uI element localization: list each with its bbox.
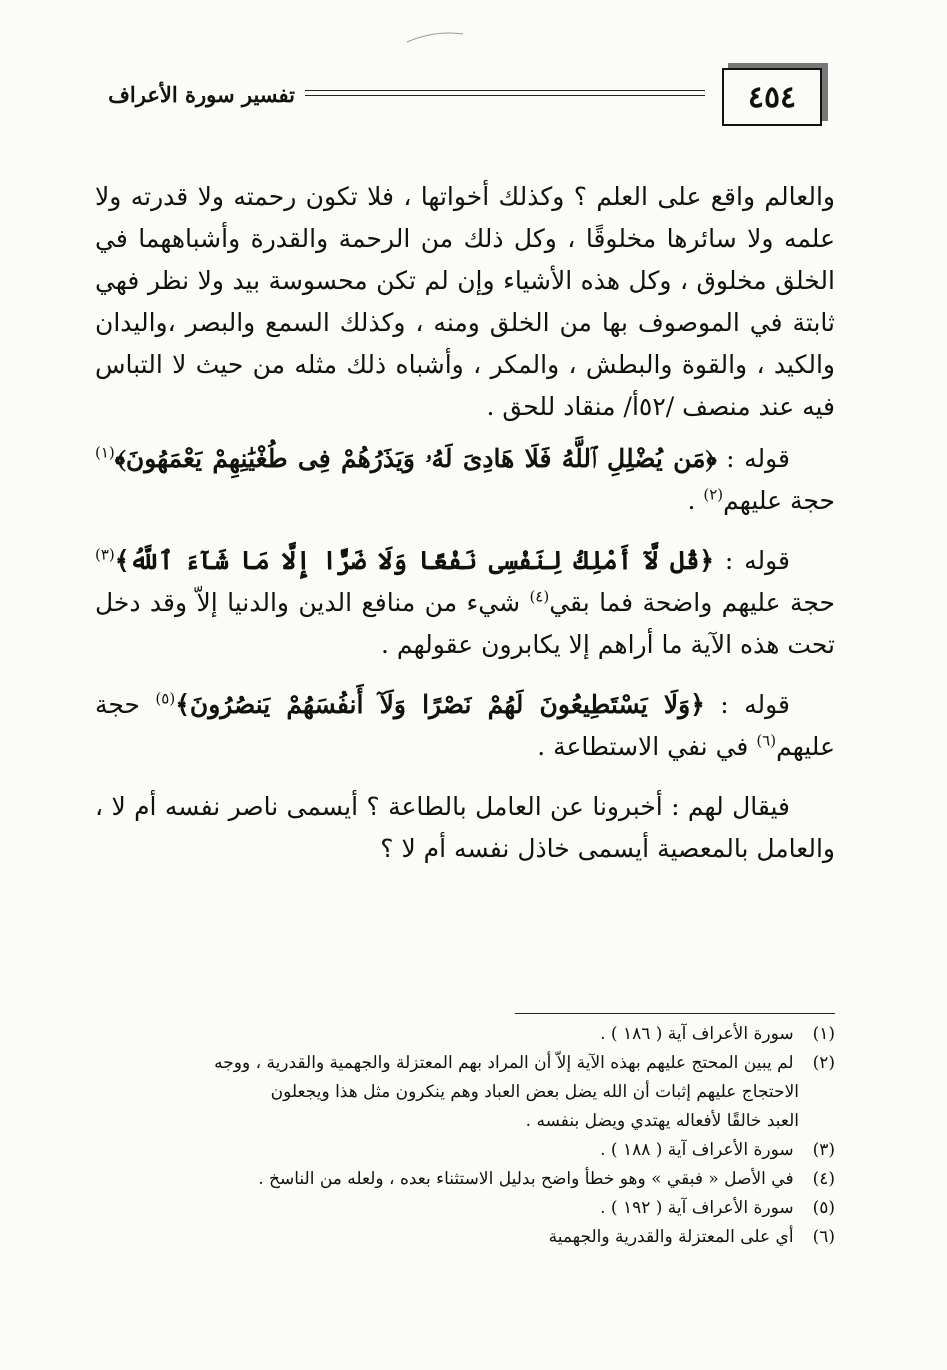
- footnote-ref: (٢): [703, 485, 724, 504]
- main-text: [95, 176, 835, 888]
- paragraph-text: .: [687, 486, 704, 515]
- footnote-number: (٢): [812, 1053, 835, 1073]
- footnote-ref: (٤): [529, 587, 550, 606]
- footnote-ref: (٥): [155, 689, 176, 708]
- footnotes: [95, 1020, 835, 1252]
- footnote: [95, 1194, 835, 1223]
- lead-label: قوله :: [716, 444, 791, 473]
- lead-label: قوله :: [714, 546, 790, 575]
- footnote: [95, 1020, 835, 1049]
- paragraph-1: والعالم واقع على العلم ؟ وكذلك أخواتها ، فلا تكون رحمته ولا قدرته ولا علمه ولا سائرها مخلوقًا ، وكل ذلك من الرحمة والقدرة وأشباههما في الخلق مخلوق ، وكل هذه الأشياء وإن لم تكن محسوسة بيد ولا نظر فهي ثابتة في الموصوف بها من الخلق ومنه ، وكذلك السمع والبصر ،واليدان والكيد ، والقوة والبطش ، والمكر ، وأشباه ذلك مثله من حيث لا التباس فيه عند منصف /٥٢أ/ منقاد للحق .: [95, 182, 835, 421]
- footnote: [95, 1136, 835, 1165]
- paragraph-text: في نفي الاستطاعة .: [537, 732, 757, 761]
- paragraph-5: فيقال لهم : أخبرونا عن العامل بالطاعة ؟ أيسمى ناصر نفسه أم لا ، والعامل بالمعصية أيسمى خاذل نفسه أم لا ؟: [95, 792, 835, 863]
- footnote: [95, 1049, 835, 1078]
- footnote-text: سورة الأعراف آية ( ١٩٢ ) .: [600, 1198, 794, 1218]
- footnote-continuation: العبد خالقًا لأفعاله يهتدي ويضل بنفسه .: [525, 1111, 799, 1131]
- page-number: ٤٥٤: [722, 68, 822, 126]
- running-title: تفسير سورة الأعراف: [108, 82, 295, 107]
- paragraph-text: حجة عليهم: [723, 486, 835, 515]
- footnote-text: أي على المعتزلة والقدرية والجهمية: [548, 1227, 794, 1247]
- footnote-divider: [515, 1013, 835, 1014]
- footnote-text: في الأصل « فبقي » وهو خطأ واضح بدليل الاستثناء بعده ، ولعله من الناسخ .: [258, 1169, 794, 1189]
- footnote-ref: (٦): [756, 731, 777, 750]
- top-smudge-mark: [405, 30, 465, 44]
- footnote-number: (٤): [812, 1169, 835, 1189]
- footnote-number: (٣): [812, 1140, 835, 1160]
- paragraph-text: حجة عليهم واضحة فما بقي: [549, 588, 835, 617]
- paragraph-2: [95, 438, 835, 522]
- paragraph-text: شيء من منافع الدين والدنيا إلاّ وقد دخل تحت هذه الآية ما أراهم إلا يكابرون عقولهم .: [95, 588, 835, 659]
- footnote: [95, 1223, 835, 1252]
- footnote-text: سورة الأعراف آية ( ١٨٨ ) .: [600, 1140, 794, 1160]
- footnote-ref: (٣): [95, 545, 115, 564]
- quran-verse: ﴿قُل لَّآ أَمْلِكُ لِنَفْسِى نَفْعًا وَلَا ضَرًّا إِلَّا مَا شَآءَ ٱللَّهُ﴾: [114, 546, 715, 575]
- quran-verse: ﴿مَن يُضْلِلِ ٱللَّهُ فَلَا هَادِىَ لَهُۥ وَيَذَرُهُمْ فِى طُغْيَٰنِهِمْ يَعْمَهُونَ﴾: [114, 444, 717, 473]
- footnote-continuation: الاحتجاج عليهم إثبات أن الله يضل بعض العباد وهم ينكرون مثل هذا ويجعلون: [270, 1082, 799, 1102]
- footnote-text: سورة الأعراف آية ( ١٨٦ ) .: [600, 1024, 794, 1044]
- header-rule: [305, 90, 705, 104]
- footnote-number: (١): [812, 1024, 835, 1044]
- footnote-ref: (١): [95, 443, 115, 462]
- footnote-number: (٦): [812, 1227, 835, 1247]
- quran-verse: ﴿وَلَا يَسْتَطِيعُونَ لَهُمْ نَصْرًا وَلَآ أَنفُسَهُمْ يَنصُرُونَ﴾: [175, 690, 705, 719]
- page-header: [90, 66, 830, 130]
- footnote-number: (٥): [812, 1198, 835, 1218]
- paragraph-3: [95, 540, 835, 666]
- paragraph-4: [95, 684, 835, 768]
- paragraph-text: حجة عليهم: [95, 690, 835, 761]
- footnote: [95, 1165, 835, 1194]
- lead-label: قوله :: [704, 690, 791, 719]
- footnote-text: لم يبين المحتج عليهم بهذه الآية إلاّ أن المراد بهم المعتزلة والجهمية والقدرية ، ووجه: [214, 1053, 794, 1073]
